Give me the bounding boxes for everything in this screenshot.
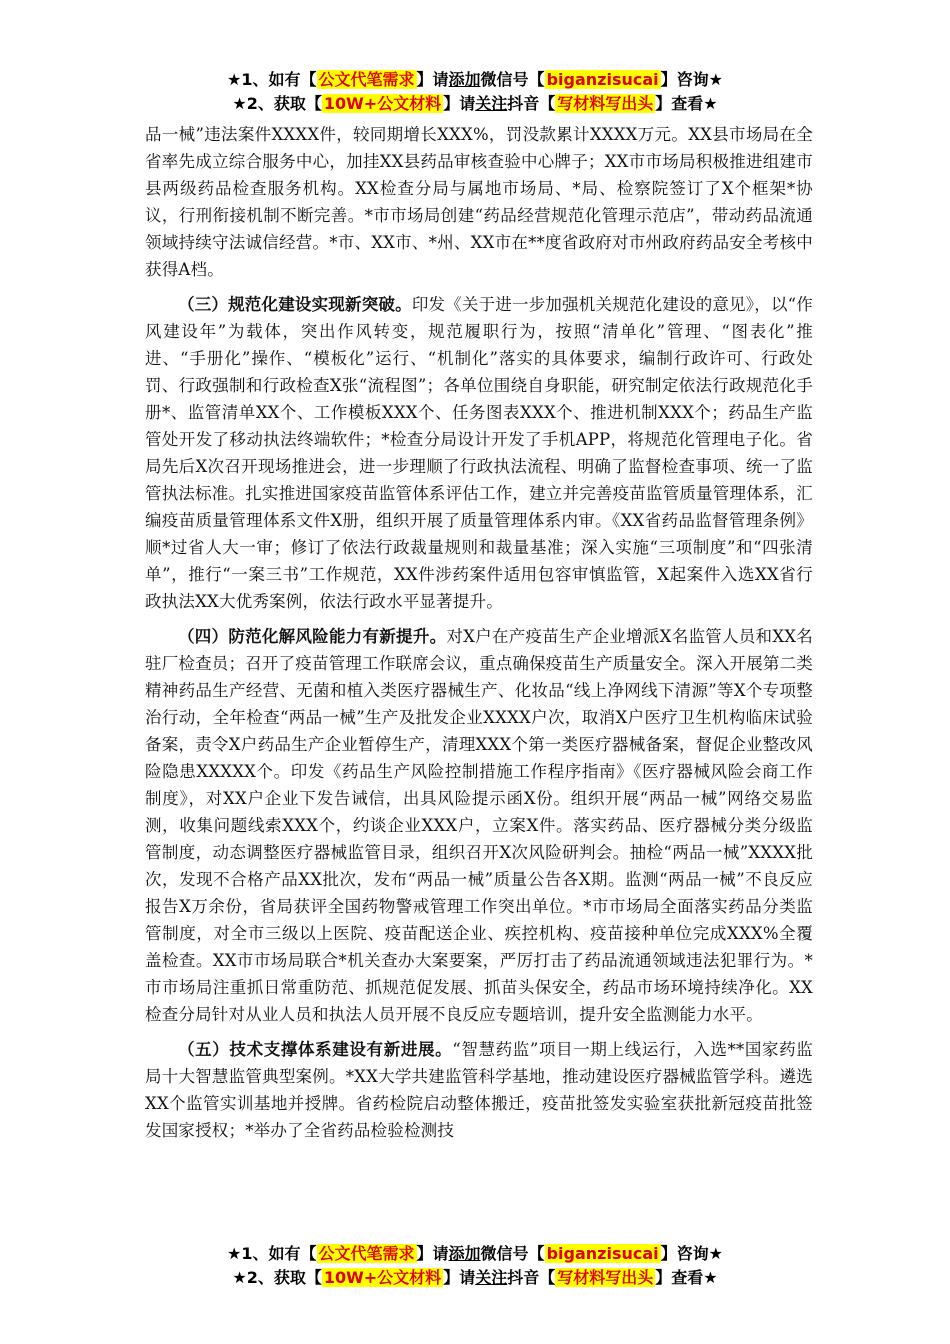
bottom-banner xyxy=(0,1242,950,1290)
banner-text: 】查看★ xyxy=(655,1268,718,1287)
banner-text: ★2、获取【 xyxy=(232,94,322,113)
paragraph-standardization xyxy=(145,291,813,615)
highlight-materials: 10W+公文材料 xyxy=(323,1268,442,1287)
paragraph-text: “智慧药监”项目一期上线运行，入选**国家药监局十大智慧监管典型案例。*XX大学共建监管科学基地，推动建设医疗器械监管学科。遴选XX个监管实训基地并授牌。省药检院启动整体搬迁，疫苗批签发实验室获批新冠疫苗批签发国家授权；*举办了全省药品检验检测技 xyxy=(145,1040,813,1140)
underlined-word: 添加 xyxy=(448,1244,481,1263)
highlight-wechat-id: biganzisucai xyxy=(546,70,659,89)
highlight-douyin: 写材料写出头 xyxy=(557,94,654,113)
paragraph-heading: （四）防范化解风险能力有新提升。 xyxy=(178,627,447,646)
banner-text: 】查看★ xyxy=(655,94,718,113)
banner-text: 微信号【 xyxy=(480,70,545,89)
highlight-douyin: 写材料写出头 xyxy=(557,1268,654,1287)
banner-line-2 xyxy=(0,1266,950,1290)
highlight-wechat-id: biganzisucai xyxy=(546,1244,659,1263)
banner-line-1 xyxy=(0,68,950,92)
banner-text: 】请 xyxy=(416,70,449,89)
paragraph-text: 对X户在产疫苗生产企业增派X名监管人员和XX名驻厂检查员；召开了疫苗管理工作联席会议，重点确保疫苗生产质量安全。深入开展第二类精神药品生产经营、无菌和植入类医疗器械生产、化妆品“线上净网线下清源”等X个专项整治行动，全年检查“两品一械”生产及批发企业XXXX户次，取消X户医疗卫生机构临床试验备案，责令X户药品生产企业暂停生产，清理XXX个第一类医疗器械备案，督促企业整改风险隐患XXXXX个。印发《药品生产风险控制措施工作程序指南》《医疗器械风险会商工作制度》，对XX户企业下发告诫信，出具风险提示函X份。组织开展“两品一械”网络交易监测，收集问题线索XXX个，约谈企业XXX户，立案X件。落实药品、医疗器械分类分级监管制度，动态调整医疗器械监管目录，组织召开X次风险研判会。抽检“两品一械”XXXX批次，发现不合格产品XX批次，发布“两品一械”质量公告各X期。监测“两品一械”不良反应报告X万余份，省局获评全国药物警戒管理工作突出单位。*市市场局全面落实药品分类监管制度，对全市三级以上医院、疫苗配送企业、疾控机构、疫苗接种单位完成XXX%全覆盖检查。XX市市场局联合*机关查办大案要案，严厉打击了药品流通领域违法犯罪行为。*市市场局注重抓日常重防范、抓规范促发展、抓苗头保安全，药品市场环境持续净化。XX检查分局针对从业人员和执法人员开展不良反应专题培训，提升安全监测能力水平。 xyxy=(145,627,813,1024)
banner-text: ★1、如有【 xyxy=(227,70,317,89)
document-body xyxy=(145,121,813,1144)
underlined-word: 关注 xyxy=(475,94,508,113)
highlight-materials: 10W+公文材料 xyxy=(323,94,442,113)
banner-text: 抖音【 xyxy=(507,94,556,113)
banner-text: 微信号【 xyxy=(480,1244,545,1263)
banner-text: 】请 xyxy=(443,94,476,113)
paragraph-heading: （五）技术支撑体系建设有新进展。 xyxy=(178,1040,453,1059)
paragraph-continuation xyxy=(145,121,813,283)
paragraph-risk-prevention xyxy=(145,623,813,1028)
paragraph-text: 品一械”违法案件XXXX件，较同期增长XXX%，罚没款累计XXXX万元。XX县市场局在全省率先成立综合服务中心，加挂XX县药品审核查验中心牌子；XX市市场局积极推进组建市县两级药品检查服务机构。XX检查分局与属地市场局、*局、检察院签订了X个框架*协议，行刑衔接机制不断完善。*市市场局创建“药品经营规范化管理示范店”，带动药品流通领域持续守法诚信经营。*市、XX市、*州、XX市在**度省政府对市州政府药品安全考核中获得A档。 xyxy=(145,125,813,279)
underlined-word: 关注 xyxy=(475,1268,508,1287)
banner-text: 】请 xyxy=(443,1268,476,1287)
banner-text: 】咨询★ xyxy=(660,1244,723,1263)
banner-line-1 xyxy=(0,1242,950,1266)
paragraph-heading: （三）规范化建设实现新突破。 xyxy=(178,295,412,314)
highlight-service: 公文代笔需求 xyxy=(318,70,415,89)
highlight-service: 公文代笔需求 xyxy=(318,1244,415,1263)
paragraph-text: 印发《关于进一步加强机关规范化建设的意见》，以“作风建设年”为载体，突出作风转变，规范履职行为，按照“清单化”管理、“图表化”推进、“手册化”操作、“模板化”运行、“机制化”落实的具体要求，编制行政许可、行政处罚、行政强制和行政检查X张“流程图”；各单位围绕自身职能，研究制定依法行政规范化手册*、监管清单XX个、工作模板XXX个、任务图表XXX个、推进机制XXX个；药品生产监管处开发了移动执法终端软件；*检查分局设计开发了手机APP，将规范化管理电子化。省局先后X次召开现场推进会，进一步理顺了行政执法流程、明确了监督检查事项、统一了监管执法标准。扎实推进国家疫苗监管体系评估工作，建立并完善疫苗监管质量管理体系，汇编疫苗质量管理体系文件X册，组织开展了质量管理体系内审。《XX省药品监督管理条例》顺*过省人大一审；修订了依法行政裁量规则和裁量基准；深入实施“三项制度”和“四张清单”，推行“一案三书”工作规范，XX件涉药案件适用包容审慎监管，X起案件入选XX省行政执法XX大优秀案例，依法行政水平显著提升。 xyxy=(145,295,813,611)
banner-text: 】请 xyxy=(416,1244,449,1263)
banner-text: ★2、获取【 xyxy=(232,1268,322,1287)
underlined-word: 添加 xyxy=(448,70,481,89)
banner-text: ★1、如有【 xyxy=(227,1244,317,1263)
paragraph-tech-support xyxy=(145,1036,813,1144)
banner-line-2 xyxy=(0,92,950,116)
banner-text: 】咨询★ xyxy=(660,70,723,89)
banner-text: 抖音【 xyxy=(507,1268,556,1287)
top-banner xyxy=(0,68,950,116)
